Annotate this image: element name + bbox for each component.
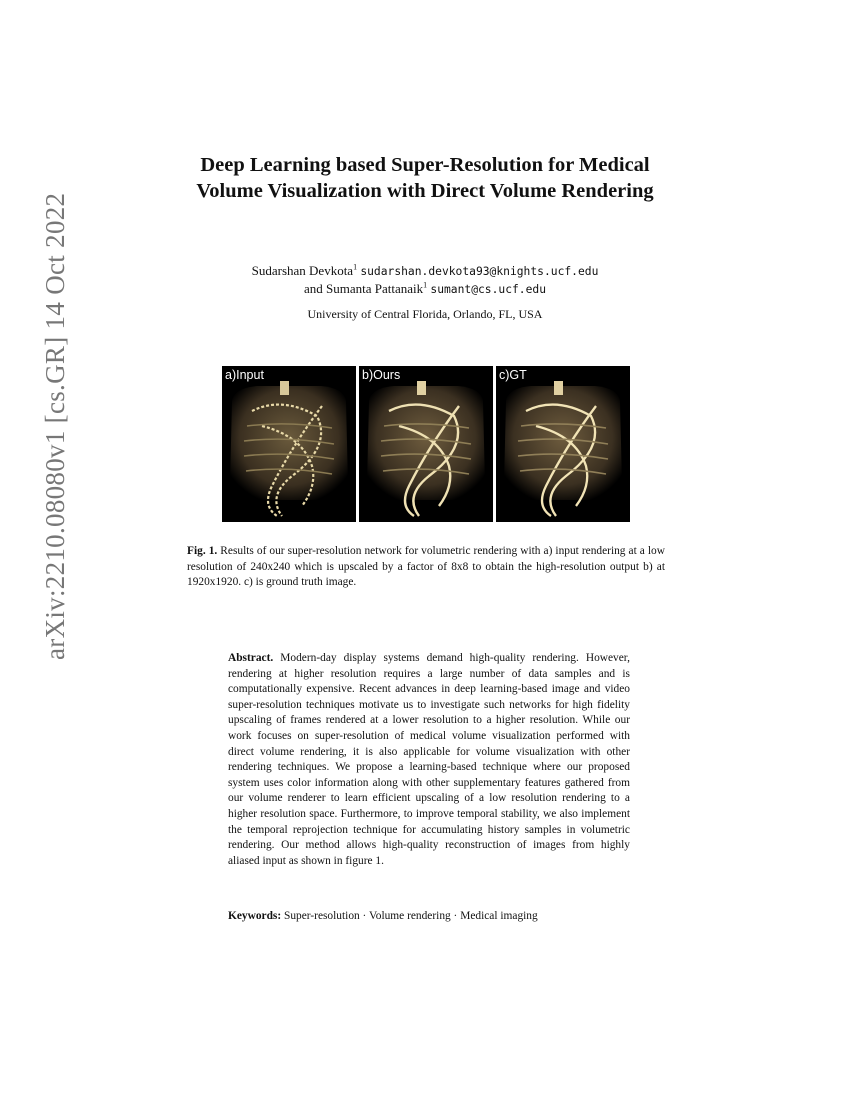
figure-panel-gt [496,366,630,522]
keywords [228,909,630,925]
caption-lead: Fig. 1. [187,545,218,557]
keywords-text: Super-resolution · Volume rendering · Medical imaging [284,910,538,922]
keywords-heading: Keywords: [228,910,282,922]
figure-panel-input [222,366,356,522]
panel-label: a)Input [225,368,264,382]
paper-title: Deep Learning based Super-Resolution for Medical Volume Visualization with Direct Volume Rendering [196,154,654,202]
author-line-1 [175,262,675,280]
affiliation: University of Central Florida, Orlando, FL, USA [307,307,543,321]
affiliation-mark: 1 [353,262,358,272]
author-line-2 [175,280,675,298]
volume-render-output-image [359,366,493,522]
caption-text: Results of our super-resolution network for volumetric rendering with a) input rendering at a low resolution of 240x240 which is upscaled by a factor of 8x8 to obtain the high-resolution output b) at 1920x1920. c) is ground truth image. [187,545,665,588]
abstract-text: Modern-day display systems demand high-quality rendering. However, rendering at higher resolution requires a large number of data samples and is computationally expensive. Recent advances in deep learning-based image and video super-resolution techniques motivate us to investigate such networks for high fidelity upscaling of frames rendered at a lower resolution to a higher resolution. While our work focuses on super-resolution of medical volume visualization performed with direct volume rendering, it is also applicable for volume visualization with other rendering techniques. We propose a learning-based technique where our proposed system uses color information along with other supplementary features gathered from our volume renderer to learn efficient upscaling of a low resolution rendering to a higher resolution space. Furthermore, to improve temporal stability, we also implement the temporal reprojection technique for accumulating history samples in volumetric rendering. Our method allows high-quality reconstruction of images from highly aliased input as shown in figure 1. [228,652,630,867]
volume-render-ground-truth-image [496,366,630,522]
author-email[interactable]: sudarshan.devkota93@knights.ucf.edu [360,265,599,278]
volume-render-input-image [222,366,356,522]
figure-panel-ours [359,366,493,522]
panel-label: c)GT [499,368,527,382]
author-name: Sudarshan Devkota [251,263,354,278]
author-email[interactable]: sumant@cs.ucf.edu [430,283,547,296]
author-prefix: and [303,281,327,296]
abstract [228,651,630,869]
author-block [175,262,675,298]
affiliation-mark: 1 [423,280,428,290]
author-name: Sumanta Pattanaik [326,281,424,296]
arxiv-identifier-stamp: arXiv:2210.08080v1 [cs.GR] 14 Oct 2022 [40,192,70,660]
abstract-heading: Abstract. [228,652,274,664]
figure-1 [222,366,630,522]
panel-label: b)Ours [362,368,401,382]
figure-caption [187,544,665,591]
